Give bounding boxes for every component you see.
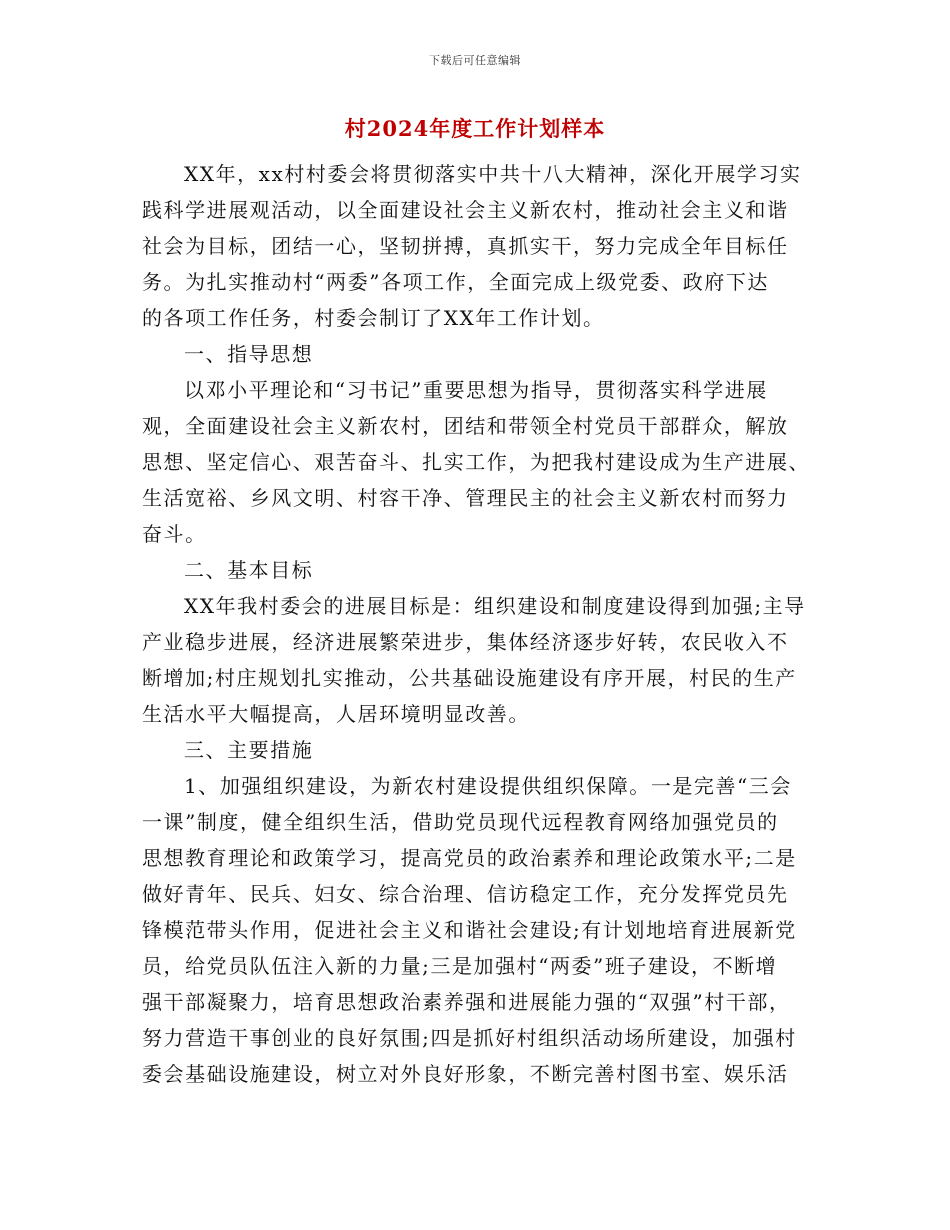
paragraph-line: 奋斗。 — [142, 522, 207, 546]
section-heading: 一、指导思想 — [184, 342, 314, 366]
paragraph-line: 努力营造干事创业的良好氛围;四是抓好村组织活动场所建设，加强村 — [142, 1026, 797, 1050]
paragraph-line: 务。为扎实推动村“两委”各项工作，全面完成上级党委、政府下达 — [142, 270, 769, 294]
paragraph-line: 社会为目标，团结一心，坚韧拼搏，真抓实干，努力完成全年目标任 — [142, 234, 789, 258]
paragraph-line: 的各项工作任务，村委会制订了XX年工作计划。 — [142, 306, 605, 330]
paragraph-line: 思想、坚定信心、艰苦奋斗、扎实工作，为把我村建设成为生产进展、 — [142, 450, 811, 474]
paragraph-line: 员，给党员队伍注入新的力量;三是加强村“两委”班子建设，不断增 — [142, 954, 778, 978]
paragraph-line: 观，全面建设社会主义新农村，团结和带领全村党员干部群众，解放 — [142, 414, 789, 438]
paragraph-line: 委会基础设施建设，树立对外良好形象，不断完善村图书室、娱乐活 — [142, 1062, 789, 1086]
paragraph-line: XX年我村委会的进展目标是：组织建设和制度建设得到加强;主导 — [184, 594, 806, 618]
paragraph-line: 产业稳步进展，经济进展繁荣进步，集体经济逐步好转，农民收入不 — [142, 630, 789, 654]
document-body — [142, 156, 816, 1092]
paragraph-line: 锋模范带头作用，促进社会主义和谐社会建设;有计划地培育进展新党 — [142, 918, 797, 942]
paragraph-line: 以邓小平理论和“习书记”重要思想为指导，贯彻落实科学进展 — [184, 378, 768, 402]
paragraph-line: 强干部凝聚力，培育思想政治素养强和进展能力强的“双强”村干部， — [142, 990, 791, 1014]
paragraph-line: XX年，xx村村委会将贯彻落实中共十八大精神，深化开展学习实 — [184, 162, 802, 186]
paragraph-line: 一课”制度，健全组织生活，借助党员现代远程教育网络加强党员的 — [142, 810, 779, 834]
document-title: 村2024年度工作计划样本 — [344, 116, 606, 141]
paragraph-line: 思想教育理论和政策学习，提高党员的政治素养和理论政策水平;二是 — [142, 846, 797, 870]
section-heading: 二、基本目标 — [184, 558, 314, 582]
paragraph-line: 生活宽裕、乡风文明、村容干净、管理民主的社会主义新农村而努力 — [142, 486, 789, 510]
header-note: 下载后可任意编辑 — [429, 54, 521, 67]
paragraph-line: 践科学进展观活动，以全面建设社会主义新农村，推动社会主义和谐 — [142, 198, 789, 222]
paragraph-line: 生活水平大幅提高，人居环境明显改善。 — [142, 702, 530, 726]
section-heading: 三、主要措施 — [184, 738, 314, 762]
paragraph-line: 做好青年、民兵、妇女、综合治理、信访稳定工作，充分发挥党员先 — [142, 882, 789, 906]
paragraph-line: 1、加强组织建设，为新农村建设提供组织保障。一是完善“三会 — [184, 774, 792, 798]
paragraph-line: 断增加;村庄规划扎实推动，公共基础设施建设有序开展，村民的生产 — [142, 666, 797, 690]
